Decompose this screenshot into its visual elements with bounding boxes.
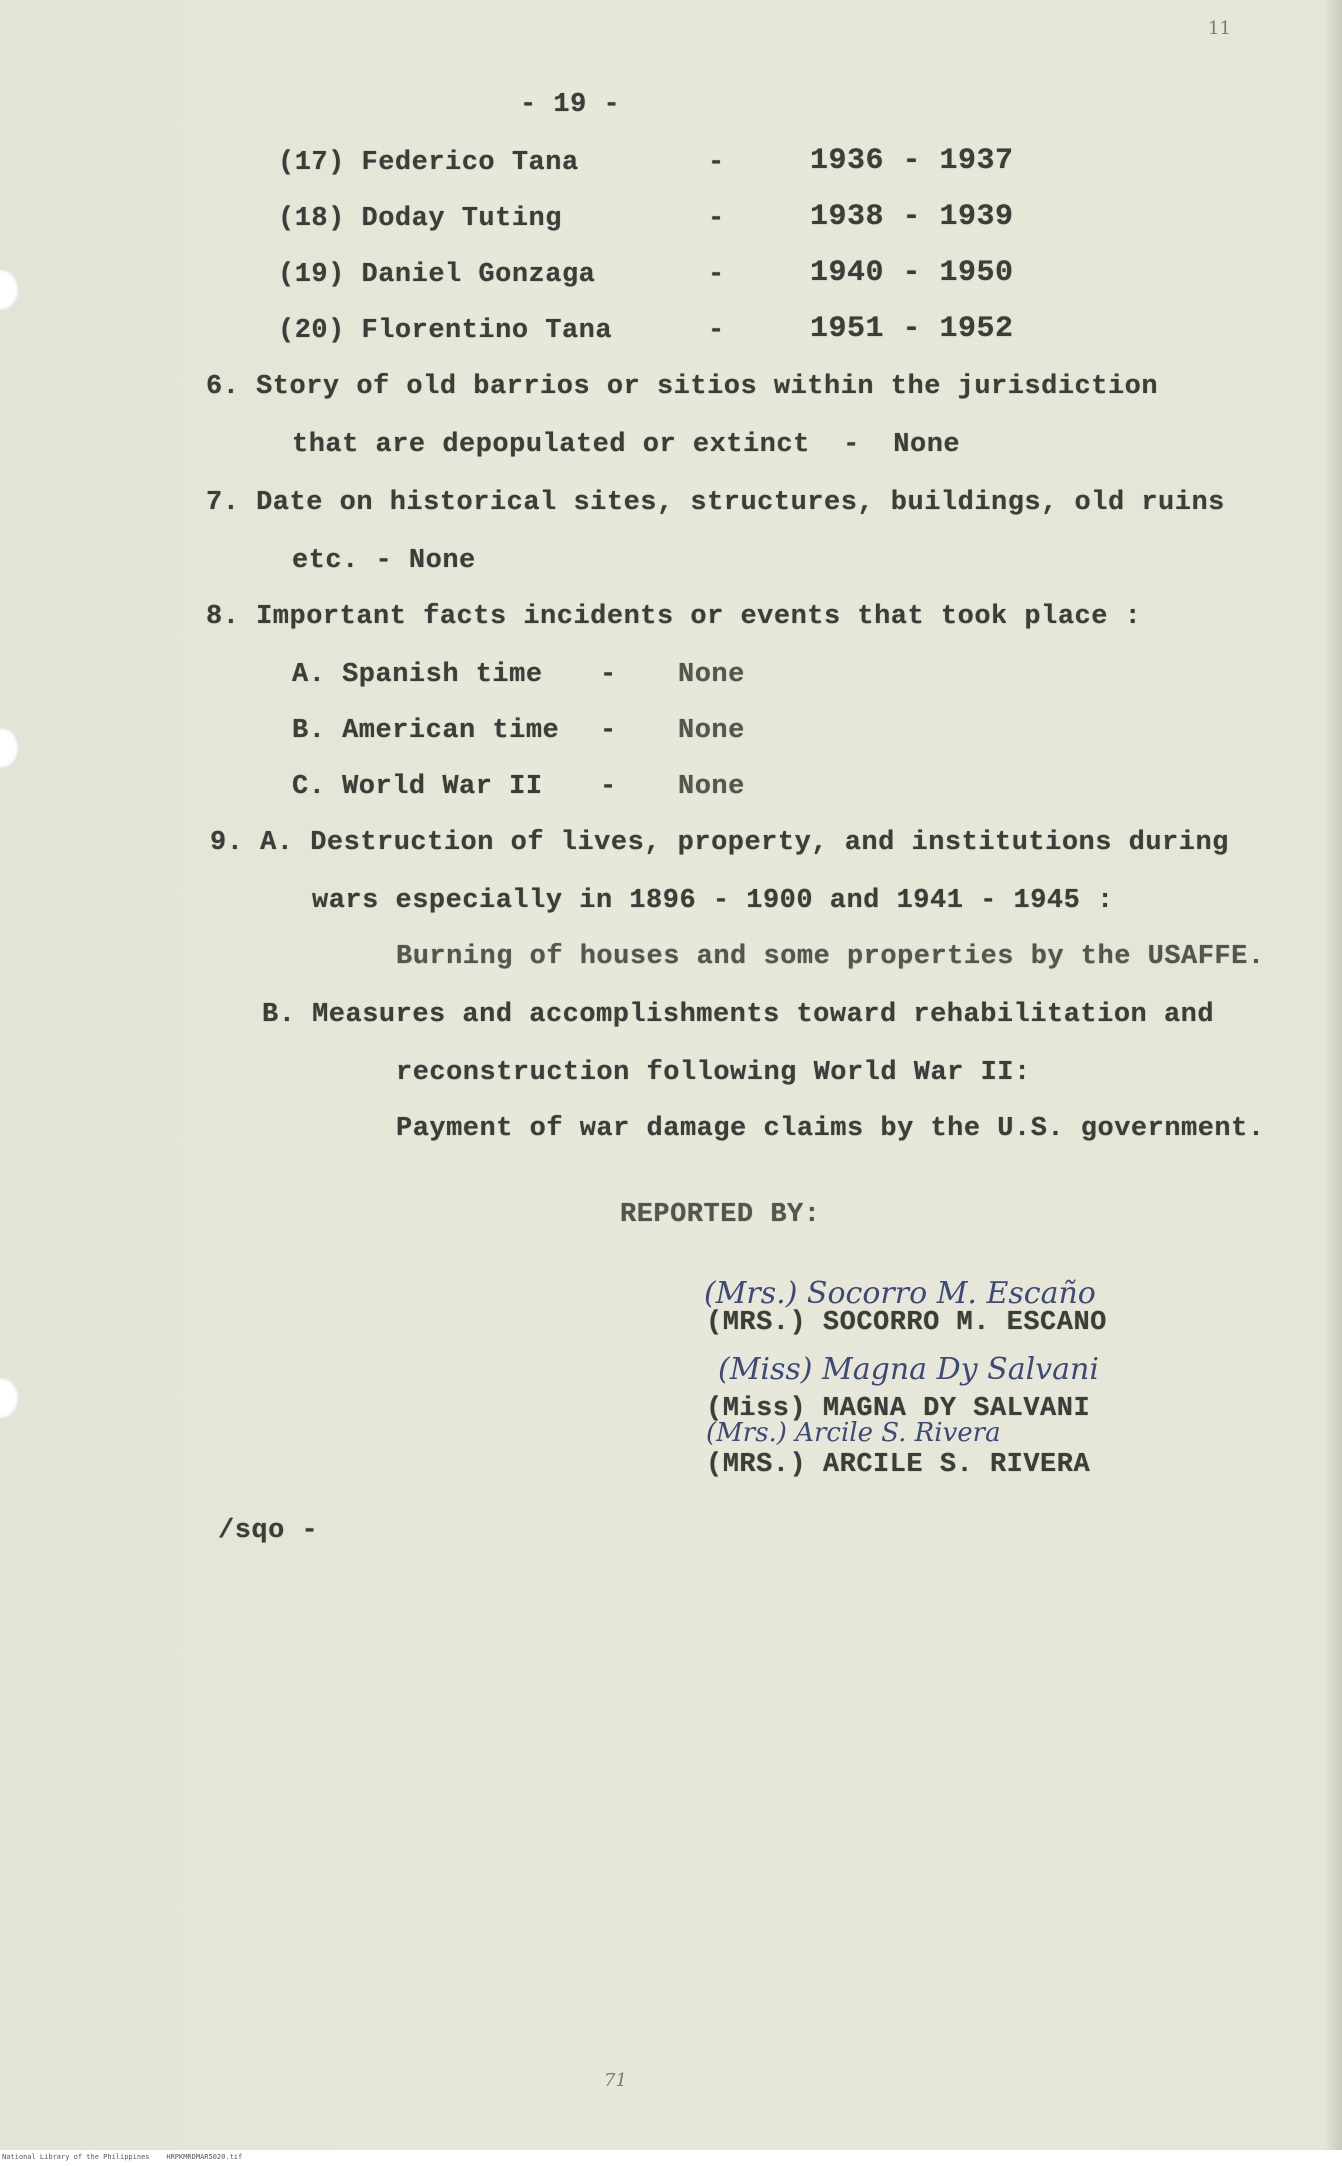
item-9-line-4: B. Measures and accomplishments toward rehabilitation and	[262, 1000, 1215, 1030]
official-dash: -	[708, 148, 725, 178]
item-6-line-1: 6. Story of old barrios or sitios within the jurisdiction	[206, 372, 1159, 402]
item-9-line-3: Burning of houses and some properties by the USAFFE.	[396, 942, 1265, 972]
page-number: - 19 -	[520, 90, 621, 120]
signature-rivera: (Mrs.) Arcile S. Rivera	[706, 1418, 1001, 1448]
event-dash: -	[600, 716, 617, 746]
official-name: (20) Florentino Tana	[278, 316, 613, 346]
event-label: C. World War II	[292, 772, 543, 802]
official-name: (18) Doday Tuting	[278, 204, 562, 234]
official-dash: -	[708, 260, 725, 290]
typist-initials: /sqo -	[218, 1516, 319, 1546]
punch-hole	[0, 728, 20, 768]
event-dash: -	[600, 660, 617, 690]
official-years: 1936 - 1937	[810, 144, 1014, 178]
reporter-name: (Miss) MAGNA DY SALVANI	[706, 1394, 1091, 1424]
signature-salvani: (Miss) Magna Dy Salvani	[718, 1352, 1099, 1387]
reporter-name: (MRS.) ARCILE S. RIVERA	[706, 1450, 1091, 1480]
corner-mark: 11	[1208, 18, 1231, 39]
official-dash: -	[708, 316, 725, 346]
event-value: None	[678, 716, 745, 746]
item-7-line-1: 7. Date on historical sites, structures, buildings, old ruins	[206, 488, 1225, 518]
item-9-line-1: 9. A. Destruction of lives, property, and institutions during	[210, 828, 1229, 858]
item-6-line-2: that are depopulated or extinct - None	[292, 430, 961, 460]
item-9-line-5: reconstruction following World War II:	[396, 1058, 1031, 1088]
official-dash: -	[708, 204, 725, 234]
item-9-line-6: Payment of war damage claims by the U.S. government.	[396, 1114, 1265, 1144]
signature-escano: (Mrs.) Socorro M. Escaño	[704, 1276, 1096, 1311]
official-years: 1938 - 1939	[810, 200, 1014, 234]
scan-footer: National Library of the Philippines HRPKMRDMAR5020.tif	[2, 2153, 243, 2161]
bottom-mark: 71	[604, 2070, 627, 2091]
item-7-line-2: etc. - None	[292, 546, 476, 576]
punch-hole	[0, 270, 20, 310]
event-value: None	[678, 660, 745, 690]
event-label: A. Spanish time	[292, 660, 543, 690]
reporter-name: (MRS.) SOCORRO M. ESCANO	[706, 1308, 1107, 1338]
item-9-line-2: wars especially in 1896 - 1900 and 1941 - 1945 :	[312, 886, 1114, 916]
official-name: (19) Daniel Gonzaga	[278, 260, 596, 290]
event-dash: -	[600, 772, 617, 802]
official-years: 1940 - 1950	[810, 256, 1014, 290]
official-years: 1951 - 1952	[810, 312, 1014, 346]
official-name: (17) Federico Tana	[278, 148, 579, 178]
punch-hole	[0, 1378, 20, 1418]
reported-by-heading: REPORTED BY:	[620, 1200, 821, 1230]
event-label: B. American time	[292, 716, 560, 746]
event-value: None	[678, 772, 745, 802]
item-8-line-1: 8. Important facts incidents or events that took place :	[206, 602, 1142, 632]
